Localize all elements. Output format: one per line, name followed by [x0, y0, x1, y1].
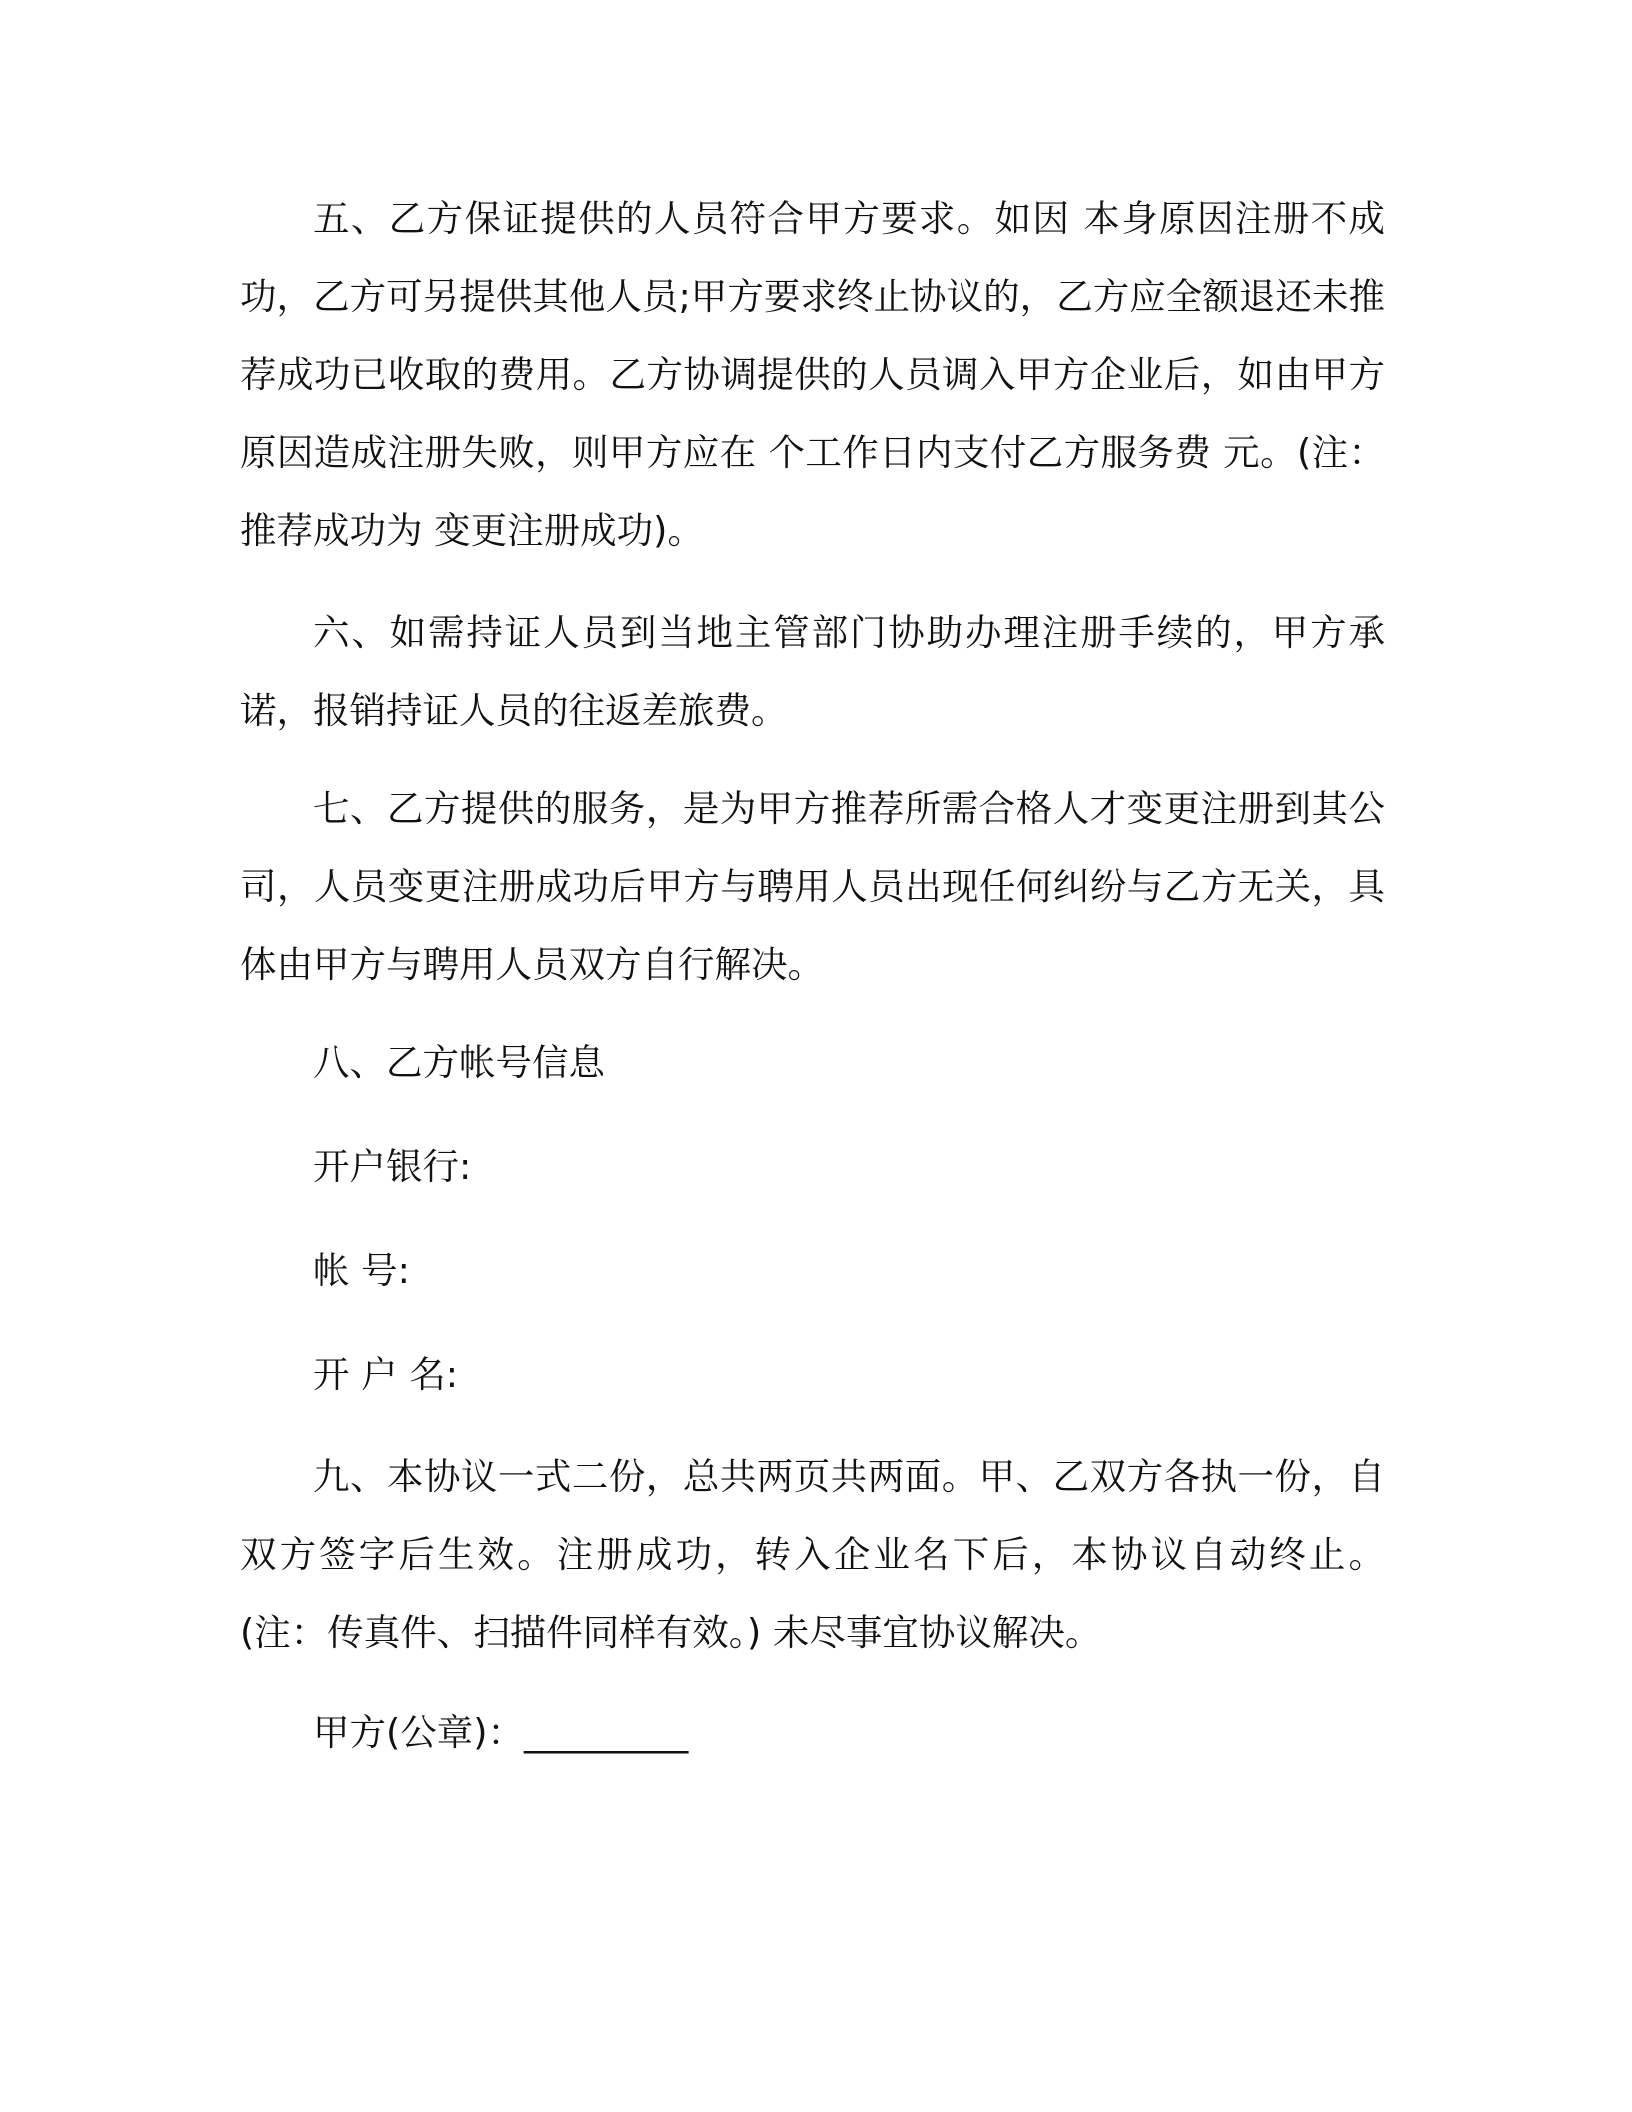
clause-7: [240, 770, 1385, 1004]
clause-6: [240, 594, 1385, 750]
clause-5: [240, 180, 1385, 570]
clause-9: [240, 1438, 1385, 1672]
account-name-label: 开 户 名:: [313, 1353, 459, 1396]
clause-7-text: 七、乙方提供的服务，是为甲方推荐所需合格人才变更注册到其公司，人员变更注册成功后甲方与聘用人员出现任何纠纷与乙方无关，具体由甲方与聘用人员双方自行解决。: [240, 787, 1385, 986]
account-field: [240, 1232, 1385, 1310]
clause-8: [240, 1024, 1385, 1102]
account-label: 帐 号:: [313, 1249, 410, 1292]
party-a-seal: [240, 1694, 1385, 1772]
clause-5-text: 五、乙方保证提供的人员符合甲方要求。如因 本身原因注册不成功，乙方可另提供其他人员;甲方要求终止协议的，乙方应全额退还未推荐成功已收取的费用。乙方协调提供的人员调入甲方企业后，如由甲方原因造成注册失败，则甲方应在 个工作日内支付乙方服务费 元。(注：推荐成功为 变更注册成功)。: [240, 197, 1385, 552]
clause-9-text: 九、本协议一式二份，总共两页共两面。甲、乙双方各执一份，自双方签字后生效。注册成功，转入企业名下后，本协议自动终止。(注：传真件、扫描件同样有效。) 未尽事宜协议解决。: [240, 1455, 1385, 1654]
clause-8-text: 八、乙方帐号信息: [313, 1041, 605, 1084]
account-name-field: [240, 1336, 1385, 1414]
clause-6-text: 六、如需持证人员到当地主管部门协助办理注册手续的，甲方承诺，报销持证人员的往返差旅费。: [240, 611, 1385, 732]
bank-label: 开户银行:: [313, 1145, 472, 1188]
bank-field: [240, 1128, 1385, 1206]
party-a-seal-line: 甲方(公章)：_________: [313, 1711, 689, 1754]
